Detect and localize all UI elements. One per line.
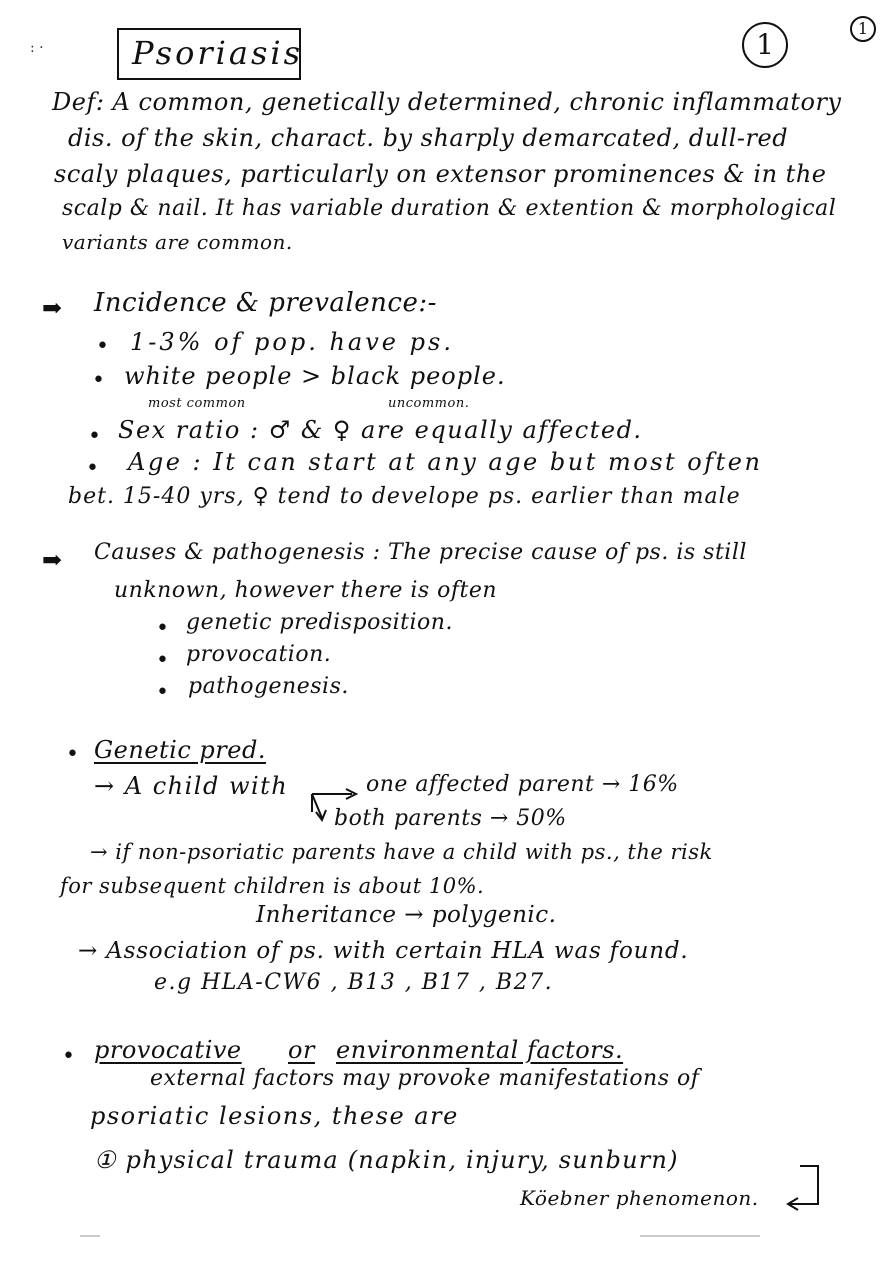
causes-item-1: genetic predisposition.: [186, 610, 453, 635]
definition-line-1: Def: A common, genetically determined, chronic inflammatory: [52, 88, 842, 116]
koebner-bracket: [790, 1166, 818, 1204]
genetic-subsequent: for subsequent children is about 10%.: [60, 874, 485, 898]
incidence-bullet-dot-2: •: [92, 368, 106, 393]
genetic-child: → A child with: [94, 772, 289, 800]
definition-line-5: variants are common.: [62, 230, 293, 254]
incidence-bullet-3: Sex ratio : ♂ & ♀ are equally affected.: [118, 416, 643, 444]
genetic-example: e.g HLA-CW6 , B13 , B17 , B27.: [154, 970, 554, 995]
provocative-heading-part1: provocative: [94, 1036, 242, 1064]
definition-line-2: dis. of the skin, charact. by sharply demarcated, dull-red: [68, 124, 789, 152]
incidence-bullet-2: white people > black people.: [124, 362, 506, 390]
page-number: 1: [742, 22, 788, 68]
provocative-bullet-dot: •: [62, 1044, 76, 1069]
causes-heading: Causes & pathogenesis : The precise cause of ps. is still: [94, 540, 747, 565]
incidence-bullet-dot-1: •: [96, 334, 110, 359]
causes-bullet-dot-1: •: [156, 616, 170, 641]
genetic-non-psoriatic: → if non-psoriatic parents have a child with ps., the risk: [90, 840, 713, 864]
page-title: Psoriasis: [132, 34, 304, 72]
causes-bullet-dot-3: •: [156, 680, 170, 705]
note-most-common: most common: [148, 396, 246, 411]
causes-cont: unknown, however there is often: [114, 578, 498, 603]
genetic-inheritance: Inheritance → polygenic.: [256, 902, 557, 928]
incidence-bullet-4-cont: bet. 15-40 yrs, ♀ tend to develope ps. earlier than male: [68, 484, 741, 509]
koebner-phenomenon: Köebner phenomenon.: [520, 1186, 759, 1210]
causes-bullet-dot-2: •: [156, 648, 170, 673]
incidence-bullet-1: 1-3% of pop. have ps.: [130, 328, 454, 356]
incidence-bullet-dot-3: •: [88, 424, 102, 449]
arrow-incidence: ➡: [42, 294, 63, 322]
definition-line-4: scalp & nail. It has variable duration & extention & morphological: [62, 196, 837, 221]
definition-line-3: scaly plaques, particularly on extensor prominences & in the: [54, 160, 827, 188]
genetic-both-parents: both parents → 50%: [334, 806, 567, 831]
corner-mark: 1: [850, 16, 876, 42]
provocative-line-1: external factors may provoke manifestations of: [150, 1066, 700, 1091]
genetic-bullet-dot: •: [66, 742, 80, 767]
note-uncommon: uncommon.: [388, 396, 470, 411]
incidence-bullet-4: Age : It can start at any age but most often: [128, 448, 763, 476]
causes-item-3: pathogenesis.: [188, 674, 349, 699]
incidence-heading: Incidence & prevalence:-: [94, 288, 437, 318]
provocative-heading-or: or: [288, 1036, 315, 1064]
incidence-bullet-dot-4: •: [86, 456, 100, 481]
margin-dots: : ·: [30, 40, 44, 56]
genetic-heading: Genetic pred.: [94, 736, 266, 764]
arrow-causes: ➡: [42, 546, 63, 574]
provocative-item-1: ① physical trauma (napkin, injury, sunburn): [94, 1146, 679, 1174]
provocative-line-2: psoriatic lesions, these are: [90, 1102, 459, 1130]
provocative-heading-part2: environmental factors.: [336, 1036, 624, 1064]
causes-item-2: provocation.: [186, 642, 332, 667]
genetic-association: → Association of ps. with certain HLA was found.: [78, 938, 689, 964]
genetic-one-parent: one affected parent → 16%: [366, 772, 679, 797]
